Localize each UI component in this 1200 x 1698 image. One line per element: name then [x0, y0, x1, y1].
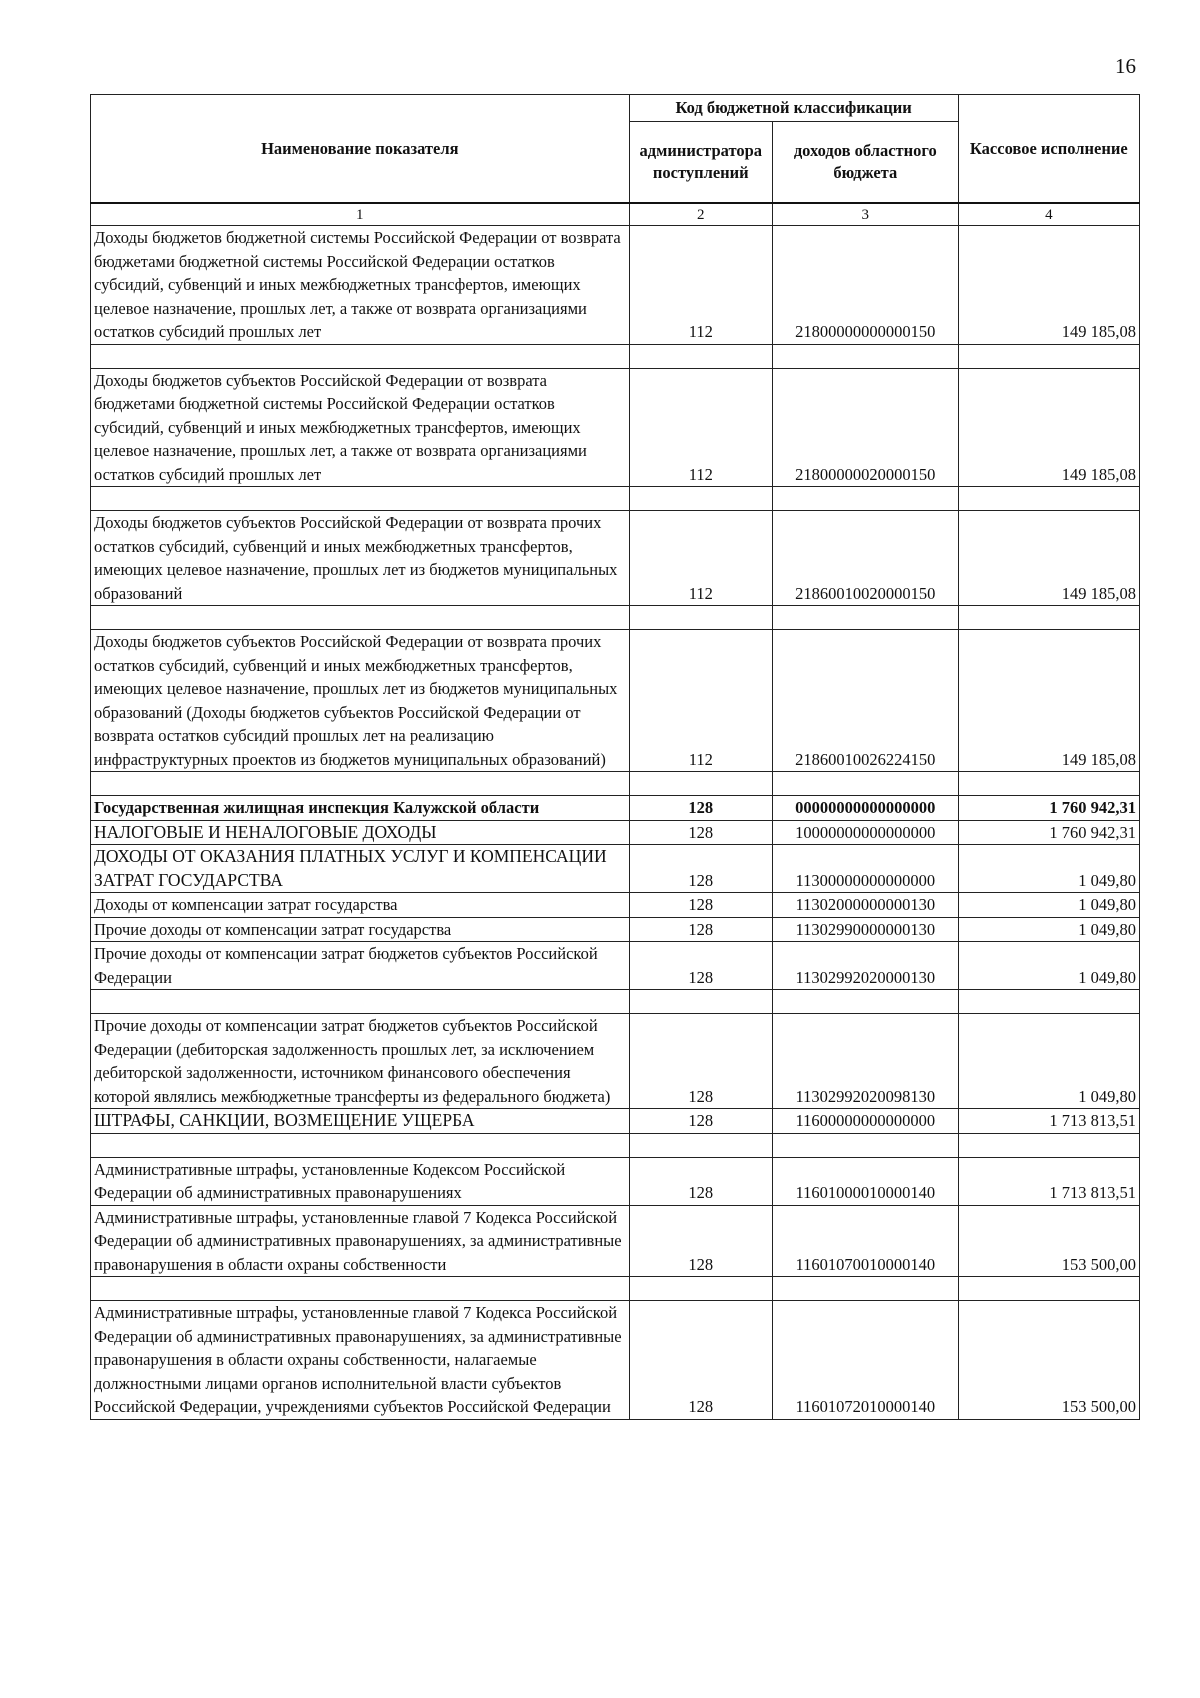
row-budget-code: 21860010020000150 — [772, 511, 958, 606]
row-budget-code: 11601072010000140 — [772, 1301, 958, 1420]
row-name: Доходы бюджетов субъектов Российской Федерации от возврата бюджетами бюджетной системы Российской Федерации остатков субсидий, субвенций и иных межбюджетных трансфертов, имеющих целевое назначение, прошлых лет, а также от возврата организациями остатков субсидий прошлых лет — [91, 368, 630, 487]
table-row — [91, 1109, 1140, 1134]
table-row — [91, 1014, 1140, 1109]
row-amount: 1 049,80 — [958, 893, 1139, 918]
row-amount: 1 049,80 — [958, 1014, 1139, 1109]
column-number: 2 — [629, 203, 772, 226]
row-amount: 1 713 813,51 — [958, 1109, 1139, 1134]
row-admin-code: 128 — [629, 1109, 772, 1134]
row-amount: 1 049,80 — [958, 917, 1139, 942]
header-regional-budget-revenue: доходов областного бюджета — [772, 122, 958, 204]
row-amount: 153 500,00 — [958, 1205, 1139, 1277]
column-number: 4 — [958, 203, 1139, 226]
row-name: Доходы бюджетов субъектов Российской Федерации от возврата прочих остатков субсидий, субвенций и иных межбюджетных трансфертов, имеющих целевое назначение, прошлых лет из бюджетов муниципальных образований — [91, 511, 630, 606]
row-name: Административные штрафы, установленные главой 7 Кодекса Российской Федерации об административных правонарушениях, за административные правонарушения в области охраны собственности — [91, 1205, 630, 1277]
row-budget-code: 11302990000000130 — [772, 917, 958, 942]
row-admin-code: 128 — [629, 893, 772, 918]
table-row — [91, 226, 1140, 345]
row-amount: 153 500,00 — [958, 1301, 1139, 1420]
row-budget-code: 11302992020000130 — [772, 942, 958, 990]
row-admin-code: 128 — [629, 1157, 772, 1205]
row-admin-code: 128 — [629, 796, 772, 821]
row-budget-code: 11601000010000140 — [772, 1157, 958, 1205]
table-row — [91, 1301, 1140, 1420]
row-name: Прочие доходы от компенсации затрат бюджетов субъектов Российской Федерации (дебиторская задолженность прошлых лет, за исключением дебиторской задолженности, источником финансового обеспечения которой являлись межбюджетные трансферты из федерального бюджета) — [91, 1014, 630, 1109]
row-amount: 1 760 942,31 — [958, 820, 1139, 845]
spacer-row — [91, 1133, 1140, 1157]
row-admin-code: 128 — [629, 1205, 772, 1277]
row-name: Прочие доходы от компенсации затрат государства — [91, 917, 630, 942]
column-number: 3 — [772, 203, 958, 226]
spacer-row — [91, 1277, 1140, 1301]
row-name: Административные штрафы, установленные Кодексом Российской Федерации об административных правонарушениях — [91, 1157, 630, 1205]
spacer-row — [91, 990, 1140, 1014]
row-budget-code: 11302000000000130 — [772, 893, 958, 918]
row-budget-code: 00000000000000000 — [772, 796, 958, 821]
table-row — [91, 942, 1140, 990]
row-name: ШТРАФЫ, САНКЦИИ, ВОЗМЕЩЕНИЕ УЩЕРБА — [91, 1109, 630, 1134]
row-admin-code: 112 — [629, 511, 772, 606]
row-admin-code: 128 — [629, 942, 772, 990]
table-row — [91, 1205, 1140, 1277]
budget-revenue-table — [90, 94, 1140, 1420]
row-name: Прочие доходы от компенсации затрат бюджетов субъектов Российской Федерации — [91, 942, 630, 990]
header-cash-execution: Кассовое исполнение — [958, 95, 1139, 204]
row-admin-code: 128 — [629, 1014, 772, 1109]
row-amount: 149 185,08 — [958, 511, 1139, 606]
row-name: Доходы от компенсации затрат государства — [91, 893, 630, 918]
table-row — [91, 820, 1140, 845]
row-name: ДОХОДЫ ОТ ОКАЗАНИЯ ПЛАТНЫХ УСЛУГ И КОМПЕНСАЦИИ ЗАТРАТ ГОСУДАРСТВА — [91, 845, 630, 893]
row-admin-code: 128 — [629, 917, 772, 942]
table-row — [91, 630, 1140, 772]
spacer-row — [91, 344, 1140, 368]
row-budget-code: 11600000000000000 — [772, 1109, 958, 1134]
row-admin-code: 112 — [629, 226, 772, 345]
row-admin-code: 128 — [629, 845, 772, 893]
table-row — [91, 368, 1140, 487]
row-amount: 1 049,80 — [958, 845, 1139, 893]
row-budget-code: 11601070010000140 — [772, 1205, 958, 1277]
row-budget-code: 21800000020000150 — [772, 368, 958, 487]
row-name: Доходы бюджетов бюджетной системы Российской Федерации от возврата бюджетами бюджетной системы Российской Федерации остатков субсидий, субвенций и иных межбюджетных трансфертов, имеющих целевое назначение, прошлых лет, а также от возврата организациями остатков субсидий прошлых лет — [91, 226, 630, 345]
row-amount: 149 185,08 — [958, 226, 1139, 345]
row-name: НАЛОГОВЫЕ И НЕНАЛОГОВЫЕ ДОХОДЫ — [91, 820, 630, 845]
table-row — [91, 1157, 1140, 1205]
row-budget-code: 10000000000000000 — [772, 820, 958, 845]
row-name: Государственная жилищная инспекция Калужской области — [91, 796, 630, 821]
row-name: Доходы бюджетов субъектов Российской Федерации от возврата прочих остатков субсидий, субвенций и иных межбюджетных трансфертов, имеющих целевое назначение, прошлых лет из бюджетов муниципальных образований (Доходы бюджетов субъектов Российской Федерации от возврата остатков субсидий прошлых лет на реализацию инфраструктурных проектов из бюджетов муниципальных образований) — [91, 630, 630, 772]
table-row — [91, 511, 1140, 606]
row-amount: 1 760 942,31 — [958, 796, 1139, 821]
row-budget-code: 21860010026224150 — [772, 630, 958, 772]
row-admin-code: 128 — [629, 1301, 772, 1420]
row-amount: 1 049,80 — [958, 942, 1139, 990]
header-budget-classification-code: Код бюджетной классификации — [629, 95, 958, 122]
header-indicator-name: Наименование показателя — [91, 95, 630, 204]
row-budget-code: 21800000000000150 — [772, 226, 958, 345]
row-name: Административные штрафы, установленные главой 7 Кодекса Российской Федерации об административных правонарушениях, за административные правонарушения в области охраны собственности, налагаемые должностными лицами органов исполнительной власти субъектов Российской Федерации, учреждениями субъектов Российской Федерации — [91, 1301, 630, 1420]
row-admin-code: 128 — [629, 820, 772, 845]
page-number: 16 — [1115, 54, 1136, 78]
table-row — [91, 796, 1140, 821]
row-admin-code: 112 — [629, 368, 772, 487]
spacer-row — [91, 772, 1140, 796]
row-budget-code: 11302992020098130 — [772, 1014, 958, 1109]
table-row — [91, 917, 1140, 942]
table-row — [91, 845, 1140, 893]
row-budget-code: 11300000000000000 — [772, 845, 958, 893]
column-number: 1 — [91, 203, 630, 226]
row-amount: 149 185,08 — [958, 368, 1139, 487]
row-amount: 149 185,08 — [958, 630, 1139, 772]
spacer-row — [91, 606, 1140, 630]
row-admin-code: 112 — [629, 630, 772, 772]
row-amount: 1 713 813,51 — [958, 1157, 1139, 1205]
spacer-row — [91, 487, 1140, 511]
header-revenue-administrator: администратора поступлений — [629, 122, 772, 204]
table-row — [91, 893, 1140, 918]
